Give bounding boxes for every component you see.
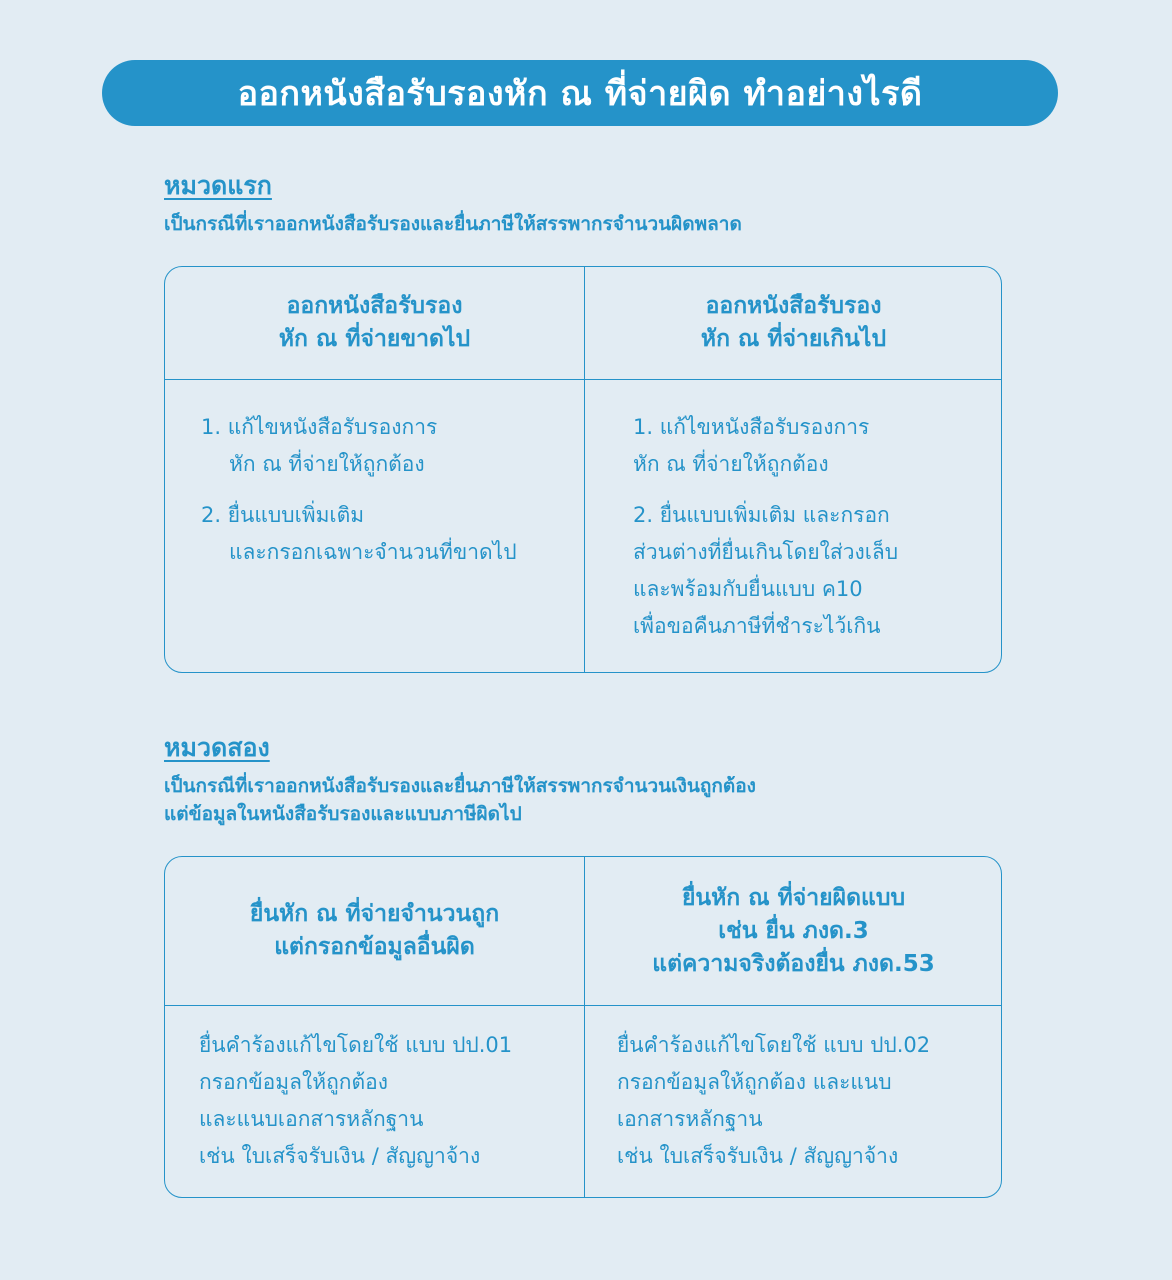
- section2-col1-header: [165, 857, 584, 1005]
- header-line: ออกหนังสือรับรอง: [705, 293, 882, 319]
- list-item: เช่น ใบเสร็จรับเงิน / สัญญาจ้าง: [199, 1144, 481, 1168]
- header-line: ยื่นหัก ณ ที่จ่ายผิดแบบ: [681, 884, 906, 911]
- list-item: ยื่นคำร้องแก้ไขโดยใช้ แบบ ปป.02: [617, 1033, 931, 1057]
- table-divider: [165, 1005, 1001, 1006]
- table-divider: [165, 379, 1001, 380]
- section1-table: [164, 266, 1002, 673]
- list-item: กรอกข้อมูลให้ถูกต้อง: [199, 1070, 389, 1094]
- section1-col2-header: [584, 267, 1002, 379]
- section1-heading: หมวดแรก: [164, 171, 272, 200]
- section2-heading: หมวดสอง: [164, 733, 270, 762]
- section2-col1-body: [199, 1027, 574, 1175]
- list-item: 2. ยื่นแบบเพิ่มเติม และกรอก ส่วนต่างที่ยื่นเกินโดยใส่วงเล็บ และพร้อมกับยื่นแบบ ค10 เพื่อขอคืนภาษีที่ชำระไว้เกิน: [633, 503, 899, 638]
- list-item: เอกสารหลักฐาน: [617, 1107, 763, 1131]
- section2-col2-body: [617, 1027, 992, 1175]
- section2-col2-header: [584, 857, 1002, 1005]
- list-item: 1. แก้ไขหนังสือรับรองการ หัก ณ ที่จ่ายให้ถูกต้อง: [633, 415, 870, 476]
- page-title: ออกหนังสือรับรองหัก ณ ที่จ่ายผิด ทำอย่างไรดี: [102, 60, 1058, 126]
- section2-description: เป็นกรณีที่เราออกหนังสือรับรองและยื่นภาษีให้สรรพากรจำนวนเงินถูกต้อง แต่ข้อมูลในหนังสือรับรองและแบบภาษีผิดไป: [164, 775, 756, 825]
- list-item: และแนบเอกสารหลักฐาน: [199, 1107, 424, 1131]
- list-item: 1. แก้ไขหนังสือรับรองการ หัก ณ ที่จ่ายให้ถูกต้อง: [201, 415, 438, 476]
- list-item: ยื่นคำร้องแก้ไขโดยใช้ แบบ ปป.01: [199, 1033, 513, 1057]
- section1-col1-header: [165, 267, 584, 379]
- header-line: ออกหนังสือรับรอง: [286, 293, 463, 319]
- header-line: หัก ณ ที่จ่ายขาดไป: [278, 326, 471, 352]
- section1-col1-body: [201, 409, 571, 585]
- list-item: กรอกข้อมูลให้ถูกต้อง และแนบ: [617, 1070, 892, 1094]
- header-line: ยื่นหัก ณ ที่จ่ายจำนวนถูก: [249, 901, 500, 927]
- section1-description: เป็นกรณีที่เราออกหนังสือรับรองและยื่นภาษีให้สรรพากรจำนวนผิดพลาด: [164, 213, 742, 235]
- header-line: แต่ความจริงต้องยื่น ภงด.53: [652, 950, 935, 977]
- header-line: เช่น ยื่น ภงด.3: [718, 917, 869, 944]
- list-item: 2. ยื่นแบบเพิ่มเติม และกรอกเฉพาะจำนวนที่ขาดไป: [201, 503, 517, 564]
- list-item: เช่น ใบเสร็จรับเงิน / สัญญาจ้าง: [617, 1144, 899, 1168]
- section2-table: [164, 856, 1002, 1198]
- header-line: แต่กรอกข้อมูลอื่นผิด: [274, 934, 475, 960]
- header-line: หัก ณ ที่จ่ายเกินไป: [700, 326, 887, 352]
- section1-col2-body: [633, 409, 993, 659]
